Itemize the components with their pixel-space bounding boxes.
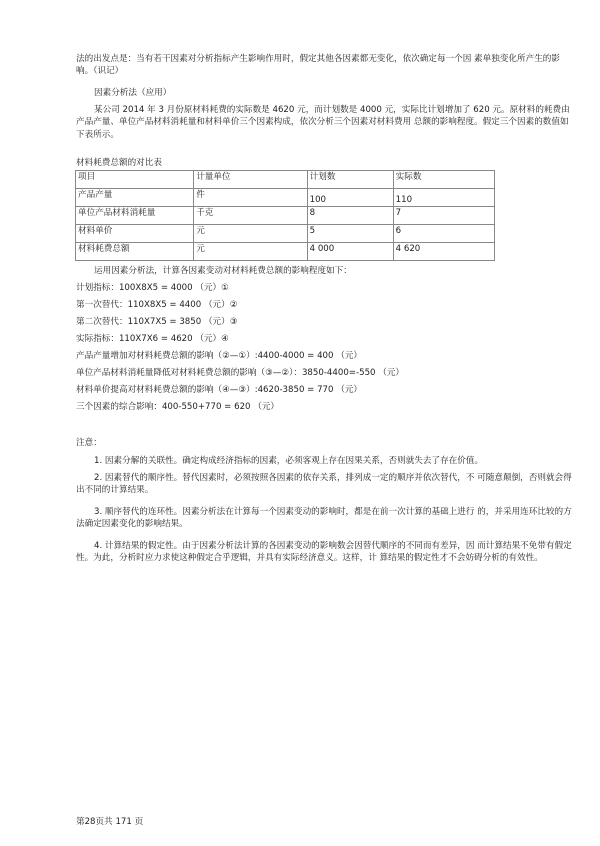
table-cell: 元 xyxy=(194,243,307,261)
calc-line: 计划指标：100X8X5 = 4000 （元）① xyxy=(76,283,229,293)
calc-line: 产品产量增加对材料耗费总额的影响（②—①）:4400-4000 = 400 （元） xyxy=(76,351,363,361)
table-row xyxy=(76,243,495,261)
note-item: 3. 顺序替代的连环性。因素分析法在计算每一个因素变动的影响时，都是在前一次计算的基础上进行 的，并采用连环比较的方法确定因素变化的影响结果。 xyxy=(76,507,572,530)
table-cell: 7 xyxy=(393,207,494,225)
table-row xyxy=(76,225,495,243)
table-header-row xyxy=(76,171,495,189)
table-cell: 4 620 xyxy=(393,243,494,261)
header-cell: 项目 xyxy=(76,171,194,189)
calc-line: 第二次替代：110X7X5 = 3850 （元）③ xyxy=(76,317,238,327)
table-row xyxy=(76,207,495,225)
table-cell: 8 xyxy=(307,207,393,225)
calc-line: 单位产品材料消耗量降低对材料耗费总额的影响（③—②）：3850-4400=-550 （元） xyxy=(76,368,405,378)
table-cell: 110 xyxy=(393,189,494,207)
table-cell: 元 xyxy=(194,225,307,243)
calc-line: 材料单价提高对材料耗费总额的影响（④—③）:4620-3850 = 770 （元） xyxy=(76,385,363,395)
table-cell: 5 xyxy=(307,225,393,243)
page-footer: 第28页共 171 页 xyxy=(76,817,144,827)
table-cell: 件 xyxy=(194,189,307,207)
note-item: 4. 计算结果的假定性。由于因素分析法计算的各因素变动的影响数会因替代顺序的不同而有差异，因 而计算结果不免带有假定性。为此，分析时应力求使这种假定合乎逻辑，并具有实际经济意义。这样，计 算结果的假定性才不会妨碍分析的有效性。 xyxy=(76,541,572,564)
example-paragraph: 某公司 2014 年 3 月份原材料耗费的实际数是 4620 元，而计划数是 4000 元，实际比计划增加了 620 元。原材料的耗费由产品产量、单位产品材料消耗量和材料单价三个因素构成，依次分析三个因素对材料费用 总额的影响程度。假定三个因素的数值如下表所示。 xyxy=(76,105,570,140)
notes-title: 注意： xyxy=(76,438,102,448)
calc-line: 三个因素的综合影响：400-550+770 = 620 （元） xyxy=(76,402,280,412)
note-item: 2. 因素替代的顺序性。替代因素时，必须按照各因素的依存关系，排列成一定的顺序并依次替代，不 可随意颠倒，否则就会得出不同的计算结果。 xyxy=(76,473,572,496)
calc-line: 第一次替代：110X8X5 = 4400 （元）② xyxy=(76,300,238,310)
table-cell: 4 000 xyxy=(307,243,393,261)
header-cell: 实际数 xyxy=(393,171,494,189)
calc-line: 实际指标：110X7X6 = 4620 （元）④ xyxy=(76,334,229,344)
table-cell: 100 xyxy=(307,189,393,207)
table-cell: 产品产量 xyxy=(76,189,194,207)
note-item: 1. 因素分解的关联性。确定构成经济指标的因素，必须客观上存在因果关系，否则就失去了存在价值。 xyxy=(94,456,484,466)
analysis-lead: 运用因素分析法，计算各因素变动对材料耗费总额的影响程度如下： xyxy=(94,266,352,276)
material-cost-table xyxy=(75,170,495,261)
table-cell: 千克 xyxy=(194,207,307,225)
header-cell: 计量单位 xyxy=(194,171,307,189)
table-cell: 6 xyxy=(393,225,494,243)
table-cell: 单位产品材料消耗量 xyxy=(76,207,194,225)
table-cell: 材料单价 xyxy=(76,225,194,243)
table-cell: 材料耗费总额 xyxy=(76,243,194,261)
table-row xyxy=(76,189,495,207)
intro-paragraph: 法的出发点是：当有若干因素对分析指标产生影响作用时，假定其他各因素都无变化，依次确定每一个因 素单独变化所产生的影响。（识记） xyxy=(76,54,560,77)
header-cell: 计划数 xyxy=(307,171,393,189)
section-heading: 因素分析法（应用） xyxy=(94,88,172,98)
table-title: 材料耗费总额的对比表 xyxy=(76,158,162,168)
